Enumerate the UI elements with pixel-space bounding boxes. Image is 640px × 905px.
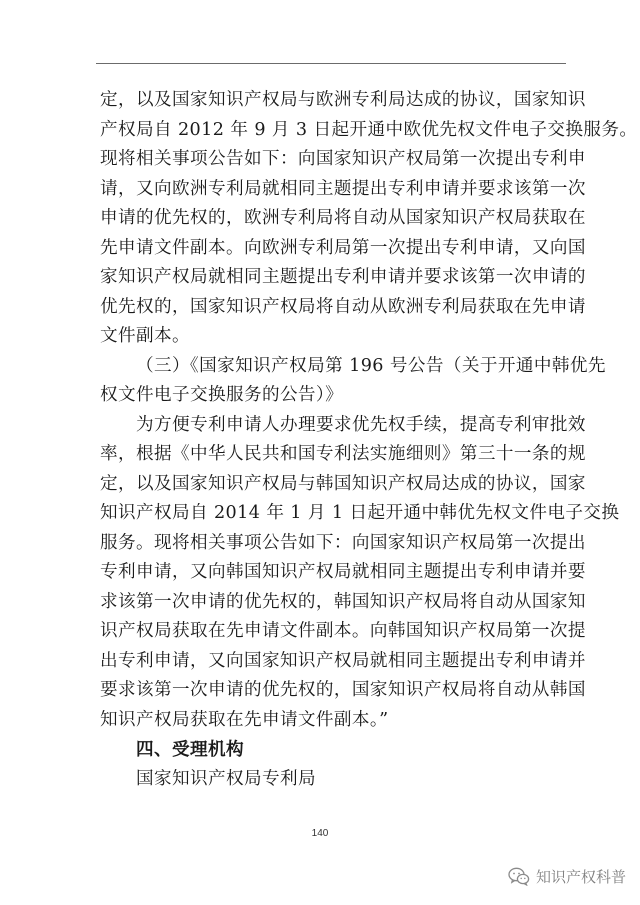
- text-line: 产权局自 2012 年 9 月 3 日起开通中欧优先权文件电子交换服务。: [100, 119, 638, 140]
- text-line: 定，以及国家知识产权局与欧洲专利局达成的协议，国家知识: [100, 90, 586, 110]
- section-heading: （三）《国家知识产权局第 196 号公告（关于开通中韩优先: [136, 355, 606, 376]
- text-line: 国家知识产权局专利局: [136, 768, 316, 789]
- watermark-text: 知识产权科普: [535, 868, 626, 886]
- text-line: 要求该第一次申请的优先权的，国家知识产权局将自动从韩国: [100, 680, 586, 700]
- text-line: 服务。现将相关事项公告如下：向国家知识产权局第一次提出: [100, 532, 586, 553]
- text-line: 先申请文件副本。向欧洲专利局第一次提出专利申请，又向国: [100, 237, 586, 258]
- section-heading-four: 四、受理机构: [136, 739, 244, 760]
- text-line: 现将相关事项公告如下：向国家知识产权局第一次提出专利申: [100, 149, 586, 169]
- text-line: 专利申请，又向韩国知识产权局就相同主题提出专利申请并要: [100, 562, 586, 582]
- page-number: 140: [311, 828, 329, 839]
- text-line: 请，又向欧洲专利局就相同主题提出专利申请并要求该第一次: [100, 178, 586, 199]
- text-line: 知识产权局自 2014 年 1 月 1 日起开通中韩优先权文件电子交换: [100, 503, 620, 523]
- text-line: 申请的优先权的，欧洲专利局将自动从国家知识产权局获取在: [100, 208, 586, 228]
- text-line: 出专利申请，又向国家知识产权局就相同主题提出专利申请并: [100, 650, 586, 671]
- text-line: 率，根据《中华人民共和国专利法实施细则》第三十一条的规: [100, 444, 586, 464]
- header-rule: [96, 63, 566, 64]
- watermark: [508, 866, 626, 887]
- text-line: 家知识产权局就相同主题提出专利申请并要求该第一次申请的: [100, 267, 586, 287]
- text-line: 文件副本。: [100, 326, 190, 346]
- text-line: 为方便专利申请人办理要求优先权手续，提高专利审批效: [136, 414, 586, 435]
- text-line: 优先权的，国家知识产权局将自动从欧洲专利局获取在先申请: [100, 296, 586, 317]
- text-line: 知识产权局获取在先申请文件副本。”: [100, 709, 389, 730]
- wechat-icon: [508, 867, 530, 886]
- section-heading-cont: 权文件电子交换服务的公告）》: [100, 385, 344, 405]
- document-body: [100, 86, 638, 794]
- text-line: 定，以及国家知识产权局与韩国知识产权局达成的协议，国家: [100, 473, 586, 494]
- text-line: 求该第一次申请的优先权的，韩国知识产权局将自动从国家知: [100, 591, 586, 612]
- text-line: 识产权局获取在先申请文件副本。向韩国知识产权局第一次提: [100, 621, 586, 641]
